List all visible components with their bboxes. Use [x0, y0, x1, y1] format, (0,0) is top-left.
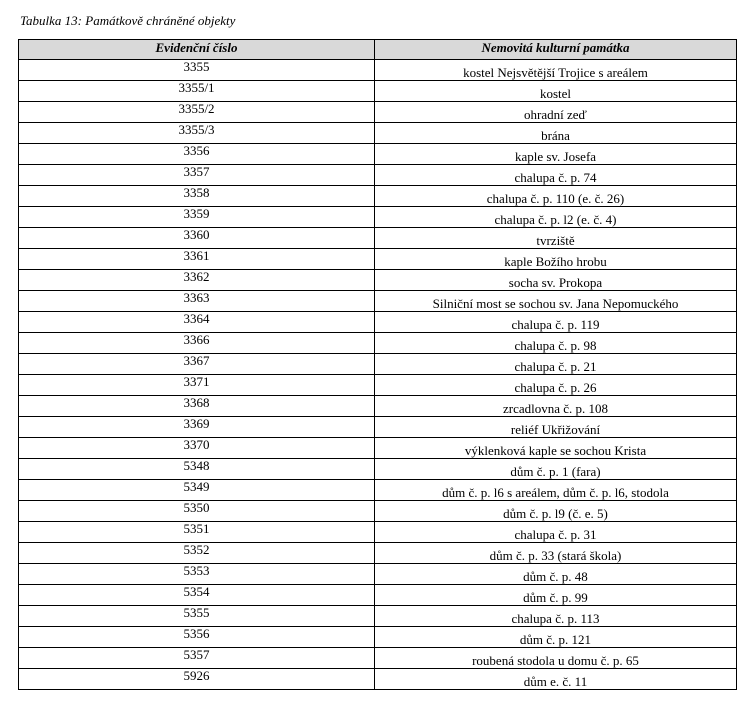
registration-number-cell: 5348 [19, 459, 375, 480]
table-row [19, 627, 737, 648]
table-row [19, 396, 737, 417]
table-row [19, 270, 737, 291]
registration-number-cell: 5350 [19, 501, 375, 522]
registration-number-cell: 3355/2 [19, 102, 375, 123]
table-row [19, 375, 737, 396]
monument-name-cell: reliéf Ukřižování [375, 417, 737, 438]
table-row [19, 417, 737, 438]
monument-name-cell: chalupa č. p. 74 [375, 165, 737, 186]
registration-number-cell: 3364 [19, 312, 375, 333]
registration-number-cell: 5351 [19, 522, 375, 543]
table-row [19, 228, 737, 249]
registration-number-cell: 5357 [19, 648, 375, 669]
monument-name-cell: kaple sv. Josefa [375, 144, 737, 165]
table-row [19, 543, 737, 564]
monument-name-cell: dům č. p. 33 (stará škola) [375, 543, 737, 564]
registration-number-cell: 3360 [19, 228, 375, 249]
monument-name-cell: chalupa č. p. 26 [375, 375, 737, 396]
monument-name-cell: výklenková kaple se sochou Krista [375, 438, 737, 459]
monument-name-cell: dům č. p. 99 [375, 585, 737, 606]
table-row [19, 459, 737, 480]
table-row [19, 333, 737, 354]
monument-name-cell: roubená stodola u domu č. p. 65 [375, 648, 737, 669]
registration-number-cell: 3361 [19, 249, 375, 270]
registration-number-cell: 5354 [19, 585, 375, 606]
table-row [19, 564, 737, 585]
table-row [19, 354, 737, 375]
table-body [19, 60, 737, 690]
registration-number-cell: 3355/1 [19, 81, 375, 102]
table-row [19, 480, 737, 501]
registration-number-cell: 3363 [19, 291, 375, 312]
table-header-row [19, 40, 737, 60]
monument-name-cell: kostel [375, 81, 737, 102]
table-caption: Tabulka 13: Památkově chráněné objekty [20, 13, 236, 28]
registration-number-cell: 5353 [19, 564, 375, 585]
table-row [19, 207, 737, 228]
monument-name-cell: chalupa č. p. 119 [375, 312, 737, 333]
registration-number-cell: 3359 [19, 207, 375, 228]
monument-name-cell: chalupa č. p. 110 (e. č. 26) [375, 186, 737, 207]
monument-name-cell: chalupa č. p. 21 [375, 354, 737, 375]
monument-name-cell: chalupa č. p. l2 (e. č. 4) [375, 207, 737, 228]
monument-name-cell: chalupa č. p. 31 [375, 522, 737, 543]
table-row [19, 606, 737, 627]
registration-number-cell: 3368 [19, 396, 375, 417]
monument-name-cell: socha sv. Prokopa [375, 270, 737, 291]
registration-number-cell: 3355/3 [19, 123, 375, 144]
table-row [19, 648, 737, 669]
monument-name-cell: chalupa č. p. 98 [375, 333, 737, 354]
monument-name-cell: dům č. p. l6 s areálem, dům č. p. l6, stodola [375, 480, 737, 501]
registration-number-cell: 3356 [19, 144, 375, 165]
monuments-table [18, 39, 737, 690]
monument-name-cell: tvrziště [375, 228, 737, 249]
table-row [19, 186, 737, 207]
monument-name-cell: Silniční most se sochou sv. Jana Nepomuckého [375, 291, 737, 312]
table-row [19, 123, 737, 144]
table-row [19, 501, 737, 522]
registration-number-cell: 3367 [19, 354, 375, 375]
table-row [19, 669, 737, 690]
table-row [19, 249, 737, 270]
monument-name-cell: ohradní zeď [375, 102, 737, 123]
table-row [19, 438, 737, 459]
table-row [19, 102, 737, 123]
monument-name-cell: kaple Božího hrobu [375, 249, 737, 270]
monument-name-cell: dům č. p. 48 [375, 564, 737, 585]
monument-name-cell: brána [375, 123, 737, 144]
table-row [19, 312, 737, 333]
registration-number-cell: 5356 [19, 627, 375, 648]
registration-number-cell: 3371 [19, 375, 375, 396]
monument-name-cell: dům č. p. 1 (fara) [375, 459, 737, 480]
registration-number-cell: 3362 [19, 270, 375, 291]
registration-number-cell: 5352 [19, 543, 375, 564]
monument-name-cell: chalupa č. p. 113 [375, 606, 737, 627]
registration-number-cell: 3366 [19, 333, 375, 354]
table-row [19, 60, 737, 81]
column-header-registration-number: Evidenční číslo [19, 40, 375, 60]
table-row [19, 144, 737, 165]
registration-number-cell: 3357 [19, 165, 375, 186]
table-row [19, 81, 737, 102]
table-row [19, 522, 737, 543]
table-row [19, 165, 737, 186]
monument-name-cell: dům č. p. l9 (č. e. 5) [375, 501, 737, 522]
monument-name-cell: dům e. č. 11 [375, 669, 737, 690]
registration-number-cell: 3369 [19, 417, 375, 438]
monument-name-cell: kostel Nejsvětější Trojice s areálem [375, 60, 737, 81]
registration-number-cell: 5355 [19, 606, 375, 627]
registration-number-cell: 3358 [19, 186, 375, 207]
table-row [19, 291, 737, 312]
monument-name-cell: dům č. p. 121 [375, 627, 737, 648]
registration-number-cell: 3370 [19, 438, 375, 459]
registration-number-cell: 5926 [19, 669, 375, 690]
registration-number-cell: 3355 [19, 60, 375, 81]
table-row [19, 585, 737, 606]
column-header-monument: Nemovitá kulturní památka [375, 40, 737, 60]
registration-number-cell: 5349 [19, 480, 375, 501]
monument-name-cell: zrcadlovna č. p. 108 [375, 396, 737, 417]
